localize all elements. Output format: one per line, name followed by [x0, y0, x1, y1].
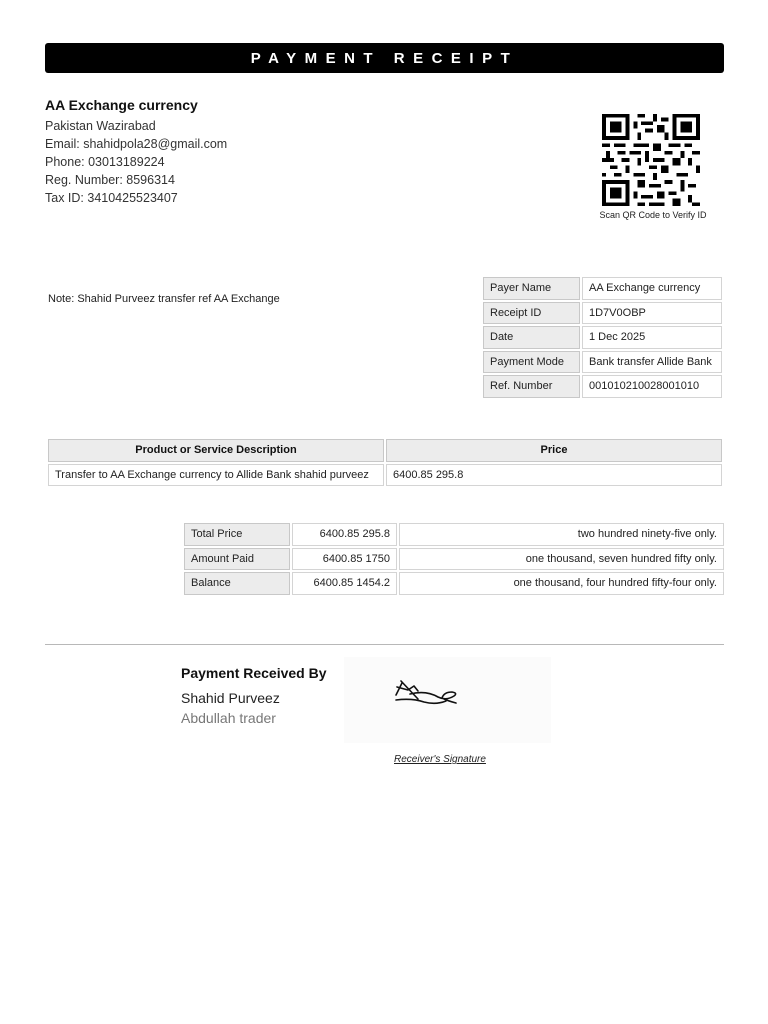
company-email: Email: shahidpola28@gmail.com — [45, 137, 228, 151]
balance-words: one thousand, four hundred fifty-four only. — [399, 572, 724, 595]
company-reg-number: Reg. Number: 8596314 — [45, 173, 175, 187]
amount-paid-label: Amount Paid — [184, 548, 290, 571]
section-divider — [45, 644, 724, 645]
totals-table — [182, 521, 726, 597]
receiver-name: Shahid Purveez — [181, 690, 280, 706]
item-description: Transfer to AA Exchange currency to Allide Bank shahid purveez — [48, 464, 384, 487]
receipt-title-bar — [45, 43, 724, 73]
company-address: Pakistan Wazirabad — [45, 119, 156, 133]
total-price-label: Total Price — [184, 523, 290, 546]
ref-number-value: 001010210028001010 — [582, 375, 722, 398]
signature-image — [344, 657, 551, 743]
info-row-receipt-id — [483, 302, 722, 325]
qr-caption: Scan QR Code to Verify ID — [599, 210, 707, 220]
date-value: 1 Dec 2025 — [582, 326, 722, 349]
total-price-words: two hundred ninety-five only. — [399, 523, 724, 546]
qr-code — [602, 114, 700, 206]
total-price-row — [184, 523, 724, 546]
items-header-row — [48, 439, 722, 462]
receipt-info-table — [481, 275, 724, 400]
company-name: AA Exchange currency — [45, 97, 198, 113]
info-row-payment-mode — [483, 351, 722, 374]
total-price-amount: 6400.85 295.8 — [292, 523, 397, 546]
amount-paid-row — [184, 548, 724, 571]
amount-paid-amount: 6400.85 1750 — [292, 548, 397, 571]
payment-mode-label: Payment Mode — [483, 351, 580, 374]
info-row-date — [483, 326, 722, 349]
receiver-organization: Abdullah trader — [181, 710, 276, 726]
receipt-title: PAYMENT RECEIPT — [250, 49, 519, 67]
balance-label: Balance — [184, 572, 290, 595]
payer-name-label: Payer Name — [483, 277, 580, 300]
items-table — [46, 437, 724, 488]
price-header: Price — [386, 439, 722, 462]
table-row — [48, 464, 722, 487]
payer-name-value: AA Exchange currency — [582, 277, 722, 300]
item-price: 6400.85 295.8 — [386, 464, 722, 487]
payment-mode-value: Bank transfer Allide Bank — [582, 351, 722, 374]
company-phone: Phone: 03013189224 — [45, 155, 165, 169]
balance-amount: 6400.85 1454.2 — [292, 572, 397, 595]
description-header: Product or Service Description — [48, 439, 384, 462]
date-label: Date — [483, 326, 580, 349]
signature-box — [344, 657, 551, 743]
signature-caption: Receiver's Signature — [394, 754, 486, 765]
ref-number-label: Ref. Number — [483, 375, 580, 398]
amount-paid-words: one thousand, seven hundred fifty only. — [399, 548, 724, 571]
payment-note: Note: Shahid Purveez transfer ref AA Exchange — [48, 293, 280, 305]
company-info — [45, 97, 227, 207]
received-by-title: Payment Received By — [181, 665, 327, 681]
info-row-payer — [483, 277, 722, 300]
balance-row — [184, 572, 724, 595]
info-row-ref-number — [483, 375, 722, 398]
receipt-id-value: 1D7V0OBP — [582, 302, 722, 325]
company-tax-id: Tax ID: 3410425523407 — [45, 191, 178, 205]
receipt-id-label: Receipt ID — [483, 302, 580, 325]
